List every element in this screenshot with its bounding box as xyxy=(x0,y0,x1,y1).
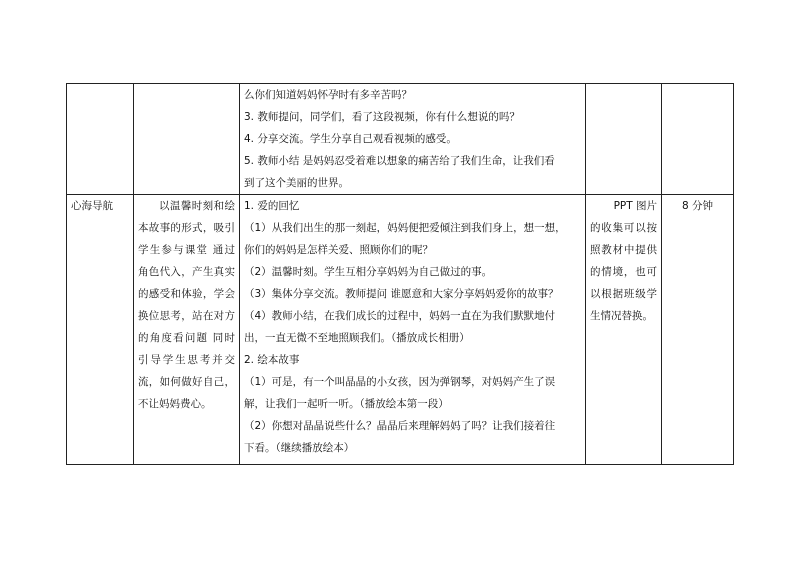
activity-line: 到了这个美丽的世界。 xyxy=(244,177,349,189)
activity-cell xyxy=(240,84,586,195)
resource-first-line: PPT 图片 xyxy=(613,200,657,212)
goal-text: 以温馨时刻和绘本故事的形式，吸引学生参与课堂 通过角色代入，产生真实的感受和体验，学会换位思考，站在对方的角度看问题 同时引导学生思考并交流，如何做好自己，不让妈妈费心。 xyxy=(138,200,235,410)
time-cell xyxy=(662,195,734,465)
activity-line: 解，让我们一起听一听。（播放绘本第一段） xyxy=(244,398,449,410)
resource-cell xyxy=(586,195,662,465)
resource-rest: 的收集可以按照教材中提供的情境，也可以根据班级学生情况替换。 xyxy=(590,222,657,322)
activity-line: 下看。（继续播放绘本） xyxy=(244,442,355,454)
section-cell xyxy=(67,84,134,195)
section-title: 心海导航 xyxy=(71,200,113,212)
section-cell xyxy=(67,195,134,465)
activity-line: 5. 教师小结 是妈妈忍受着难以想象的痛苦给了我们生命，让我们看 xyxy=(244,155,555,167)
activity-line: （2）温馨时刻。学生互相分享妈妈为自己做过的事。 xyxy=(244,266,493,278)
goal-cell xyxy=(134,195,240,465)
activity-cell xyxy=(240,195,586,465)
time-cell xyxy=(662,84,734,195)
activity-line: 出，一直无微不至地照顾我们。（播放成长相册） xyxy=(244,332,470,344)
resource-cell xyxy=(586,84,662,195)
lesson-plan-table xyxy=(66,83,734,465)
goal-cell xyxy=(134,84,240,195)
activity-line: 3. 教师提问，同学们，看了这段视频，你有什么想说的吗？ xyxy=(244,111,520,123)
activity-line: 4. 分享交流。学生分享自己观看视频的感受。 xyxy=(244,133,457,145)
activity-line: 你们的妈妈是怎样关爱、照顾你们的呢？ xyxy=(244,244,433,256)
activity-line: （3）集体分享交流。教师提问 谁愿意和大家分享妈妈爱你的故事？ xyxy=(244,288,559,300)
activity-heading: 2. 绘本故事 xyxy=(244,354,300,366)
activity-line: （1）从我们出生的那一刻起，妈妈便把爱倾注到我们身上，想一想， xyxy=(244,222,566,234)
activity-line: （4）教师小结，在我们成长的过程中，妈妈一直在为我们默默地付 xyxy=(244,310,556,322)
resource-text xyxy=(586,195,661,327)
activity-line: （1）可是，有一个叫晶晶的小女孩，因为弹钢琴，对妈妈产生了误 xyxy=(244,376,556,388)
activity-heading: 1. 爱的回忆 xyxy=(244,200,300,212)
activity-line: （2）你想对晶晶说些什么？晶晶后来理解妈妈了吗？让我们接着往 xyxy=(244,420,556,432)
activity-line: 么你们知道妈妈怀孕时有多辛苦吗？ xyxy=(244,89,412,101)
time-value: 8 分钟 xyxy=(681,200,714,212)
table-row xyxy=(67,84,734,195)
table-row xyxy=(67,195,734,465)
